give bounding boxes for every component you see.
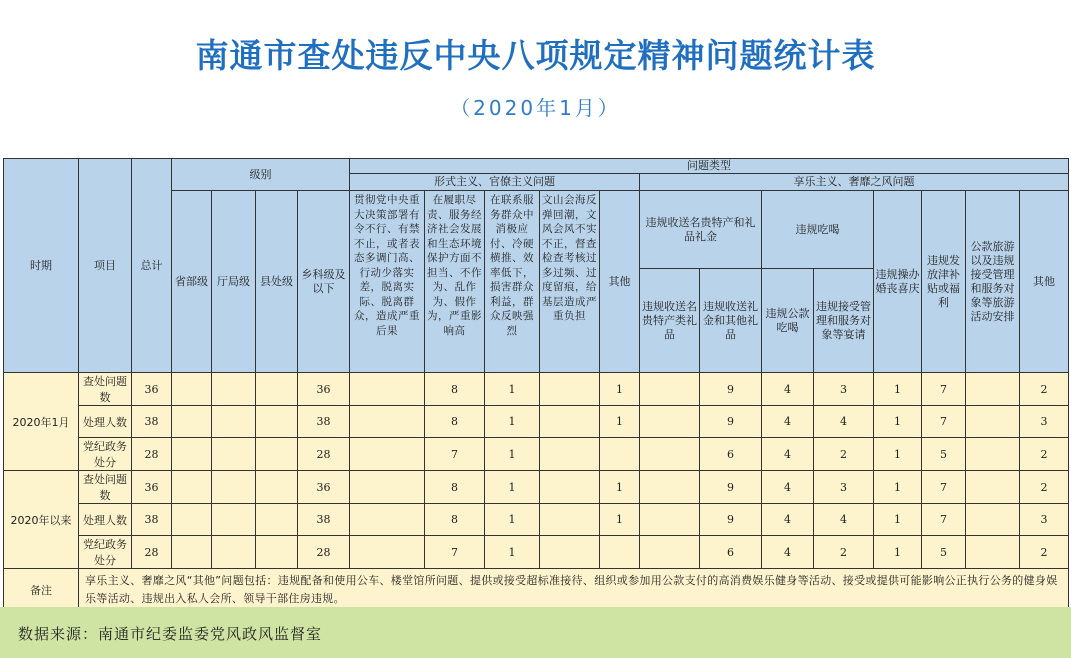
cell-formalism-3: 1 xyxy=(485,471,540,504)
header-dining-group: 违规吃喝 xyxy=(762,191,874,269)
cell-formalism-1 xyxy=(350,373,425,406)
cell-formalism-1 xyxy=(350,406,425,438)
cell-hedonism-6: 5 xyxy=(922,536,966,569)
cell-hedonism-3: 4 xyxy=(762,373,814,406)
footer-bar xyxy=(0,607,1071,658)
cell-level-township: 38 xyxy=(298,406,350,438)
cell-formalism-other: 1 xyxy=(600,406,640,438)
header-total: 总计 xyxy=(132,159,172,373)
cell-hedonism-3: 4 xyxy=(762,406,814,438)
cell-hedonism-2: 9 xyxy=(700,406,762,438)
cell-level-province xyxy=(172,536,212,569)
header-level-township: 乡科级及以下 xyxy=(298,191,350,373)
cell-level-province xyxy=(172,373,212,406)
cell-level-bureau xyxy=(212,406,256,438)
header-formalism-col-4: 文山会海反弹回潮，文风会风不实不正，督查检查考核过多过频、过度留痕，给基层造成严重负担 xyxy=(540,191,600,373)
cell-formalism-2: 8 xyxy=(425,471,485,504)
cell-formalism-2: 8 xyxy=(425,373,485,406)
cell-hedonism-7 xyxy=(966,406,1020,438)
header-formalism-col-1: 贯彻党中央重大决策部署有令不行、有禁不止，或者表态多调门高、行动少落实差，脱离实际、脱离群众，造成严重后果 xyxy=(350,191,425,373)
cell-hedonism-2: 6 xyxy=(700,438,762,471)
cell-hedonism-4: 3 xyxy=(814,471,874,504)
cell-formalism-other: 1 xyxy=(600,373,640,406)
cell-formalism-3: 1 xyxy=(485,373,540,406)
cell-level-township: 28 xyxy=(298,438,350,471)
cell-hedonism-5: 1 xyxy=(874,373,922,406)
cell-level-bureau xyxy=(212,471,256,504)
cell-hedonism-1 xyxy=(640,536,700,569)
cell-hedonism-5: 1 xyxy=(874,471,922,504)
header-level-bureau: 厅局级 xyxy=(212,191,256,373)
cell-hedonism-4: 4 xyxy=(814,504,874,536)
header-gift-money: 违规收送礼金和其他礼品 xyxy=(700,269,762,373)
page-subtitle: （2020年1月） xyxy=(450,96,621,120)
statistics-table xyxy=(3,158,1069,612)
cell-hedonism-1 xyxy=(640,406,700,438)
header-level: 级别 xyxy=(172,159,350,191)
cell-formalism-other: 1 xyxy=(600,504,640,536)
cell-formalism-1 xyxy=(350,471,425,504)
cell-formalism-4 xyxy=(540,536,600,569)
row-item: 查处问题数 xyxy=(79,471,132,504)
cell-hedonism-1 xyxy=(640,373,700,406)
cell-level-province xyxy=(172,471,212,504)
cell-formalism-3: 1 xyxy=(485,536,540,569)
header-formalism: 形式主义、官僚主义问题 xyxy=(350,174,640,191)
cell-level-township: 38 xyxy=(298,504,350,536)
cell-hedonism-4: 4 xyxy=(814,406,874,438)
header-item: 项目 xyxy=(79,159,132,373)
cell-formalism-1 xyxy=(350,536,425,569)
period-label: 2020年1月 xyxy=(4,373,79,471)
remark-text: 享乐主义、奢靡之风“其他”问题包括：违规配备和使用公车、楼堂馆所问题、提供或接受超标准接待、组织或参加用公款支付的高消费娱乐健身等活动、接受或提供可能影响公正执行公务的健身娱乐等活动、违规出入私人会所、领导干部住房违规。 xyxy=(79,569,1069,612)
row-total: 28 xyxy=(132,536,172,569)
cell-hedonism-6: 7 xyxy=(922,373,966,406)
cell-hedonism-5: 1 xyxy=(874,536,922,569)
cell-level-bureau xyxy=(212,536,256,569)
cell-hedonism-8: 3 xyxy=(1020,504,1069,536)
cell-hedonism-2: 9 xyxy=(700,504,762,536)
header-formalism-col-3: 在联系服务群众中消极应付、冷硬横推、效率低下，损害群众利益，群众反映强烈 xyxy=(485,191,540,373)
cell-formalism-other xyxy=(600,438,640,471)
cell-hedonism-8: 2 xyxy=(1020,471,1069,504)
cell-hedonism-8: 2 xyxy=(1020,536,1069,569)
header-level-province: 省部级 xyxy=(172,191,212,373)
cell-level-county xyxy=(256,373,298,406)
cell-hedonism-5: 1 xyxy=(874,504,922,536)
cell-hedonism-3: 4 xyxy=(762,438,814,471)
cell-formalism-2: 8 xyxy=(425,504,485,536)
cell-level-county xyxy=(256,406,298,438)
cell-hedonism-6: 7 xyxy=(922,471,966,504)
header-dining-public: 违规公款吃喝 xyxy=(762,269,814,373)
cell-formalism-4 xyxy=(540,438,600,471)
cell-hedonism-7 xyxy=(966,471,1020,504)
cell-level-bureau xyxy=(212,504,256,536)
cell-level-township: 28 xyxy=(298,536,350,569)
row-total: 38 xyxy=(132,406,172,438)
cell-hedonism-1 xyxy=(640,504,700,536)
cell-formalism-other: 1 xyxy=(600,471,640,504)
header-hedonism-wedding: 违规操办婚丧喜庆 xyxy=(874,191,922,373)
cell-level-bureau xyxy=(212,373,256,406)
cell-hedonism-4: 3 xyxy=(814,373,874,406)
period-label: 2020年以来 xyxy=(4,471,79,569)
cell-hedonism-2: 9 xyxy=(700,471,762,504)
header-problem-type: 问题类型 xyxy=(350,159,1069,174)
cell-hedonism-1 xyxy=(640,471,700,504)
header-hedonism-travel: 公款旅游以及违规接受管理和服务对象等旅游活动安排 xyxy=(966,191,1020,373)
cell-formalism-1 xyxy=(350,504,425,536)
cell-hedonism-4: 2 xyxy=(814,438,874,471)
cell-hedonism-7 xyxy=(966,536,1020,569)
cell-hedonism-4: 2 xyxy=(814,536,874,569)
cell-hedonism-3: 4 xyxy=(762,536,814,569)
cell-level-township: 36 xyxy=(298,373,350,406)
cell-hedonism-5: 1 xyxy=(874,438,922,471)
cell-level-county xyxy=(256,471,298,504)
cell-formalism-4 xyxy=(540,373,600,406)
cell-formalism-3: 1 xyxy=(485,406,540,438)
cell-hedonism-5: 1 xyxy=(874,406,922,438)
row-total: 38 xyxy=(132,504,172,536)
remark-label: 备注 xyxy=(4,569,79,612)
cell-hedonism-2: 6 xyxy=(700,536,762,569)
row-item: 查处问题数 xyxy=(79,373,132,406)
header-formalism-col-2: 在履职尽责、服务经济社会发展和生态环境保护方面不担当、不作为、乱作为、假作为，严重影响高 xyxy=(425,191,485,373)
row-item: 党纪政务处分 xyxy=(79,438,132,471)
cell-formalism-2: 7 xyxy=(425,536,485,569)
cell-hedonism-6: 5 xyxy=(922,438,966,471)
cell-hedonism-3: 4 xyxy=(762,504,814,536)
cell-level-county xyxy=(256,438,298,471)
cell-formalism-4 xyxy=(540,504,600,536)
row-item: 党纪政务处分 xyxy=(79,536,132,569)
cell-level-county xyxy=(256,504,298,536)
cell-hedonism-1 xyxy=(640,438,700,471)
cell-formalism-4 xyxy=(540,471,600,504)
row-total: 36 xyxy=(132,471,172,504)
header-dining-banquet: 违规接受管理和服务对象等宴请 xyxy=(814,269,874,373)
header-hedonism: 享乐主义、奢靡之风问题 xyxy=(640,174,1069,191)
header-gift-group: 违规收送名贵特产和礼品礼金 xyxy=(640,191,762,269)
cell-hedonism-7 xyxy=(966,504,1020,536)
cell-formalism-3: 1 xyxy=(485,504,540,536)
cell-hedonism-8: 2 xyxy=(1020,438,1069,471)
row-item: 处理人数 xyxy=(79,504,132,536)
cell-level-province xyxy=(172,406,212,438)
cell-level-township: 36 xyxy=(298,471,350,504)
header-hedonism-subsidy: 违规发放津补贴或福利 xyxy=(922,191,966,373)
cell-hedonism-7 xyxy=(966,373,1020,406)
cell-hedonism-6: 7 xyxy=(922,504,966,536)
data-source: 数据来源：南通市纪委监委党风政风监督室 xyxy=(18,625,323,643)
cell-hedonism-3: 4 xyxy=(762,471,814,504)
row-item: 处理人数 xyxy=(79,406,132,438)
cell-formalism-2: 7 xyxy=(425,438,485,471)
cell-level-province xyxy=(172,504,212,536)
cell-hedonism-8: 3 xyxy=(1020,406,1069,438)
cell-level-county xyxy=(256,536,298,569)
cell-hedonism-6: 7 xyxy=(922,406,966,438)
cell-hedonism-7 xyxy=(966,438,1020,471)
header-period: 时期 xyxy=(4,159,79,373)
header-gift-specialty: 违规收送名贵特产类礼品 xyxy=(640,269,700,373)
cell-level-province xyxy=(172,438,212,471)
row-total: 36 xyxy=(132,373,172,406)
header-formalism-other: 其他 xyxy=(600,191,640,373)
cell-formalism-1 xyxy=(350,438,425,471)
cell-hedonism-8: 2 xyxy=(1020,373,1069,406)
cell-level-bureau xyxy=(212,438,256,471)
cell-hedonism-2: 9 xyxy=(700,373,762,406)
header-level-county: 县处级 xyxy=(256,191,298,373)
cell-formalism-4 xyxy=(540,406,600,438)
cell-formalism-2: 8 xyxy=(425,406,485,438)
page-title: 南通市查处违反中央八项规定精神问题统计表 xyxy=(195,36,876,75)
header-hedonism-other: 其他 xyxy=(1020,191,1069,373)
cell-formalism-other xyxy=(600,536,640,569)
row-total: 28 xyxy=(132,438,172,471)
cell-formalism-3: 1 xyxy=(485,438,540,471)
